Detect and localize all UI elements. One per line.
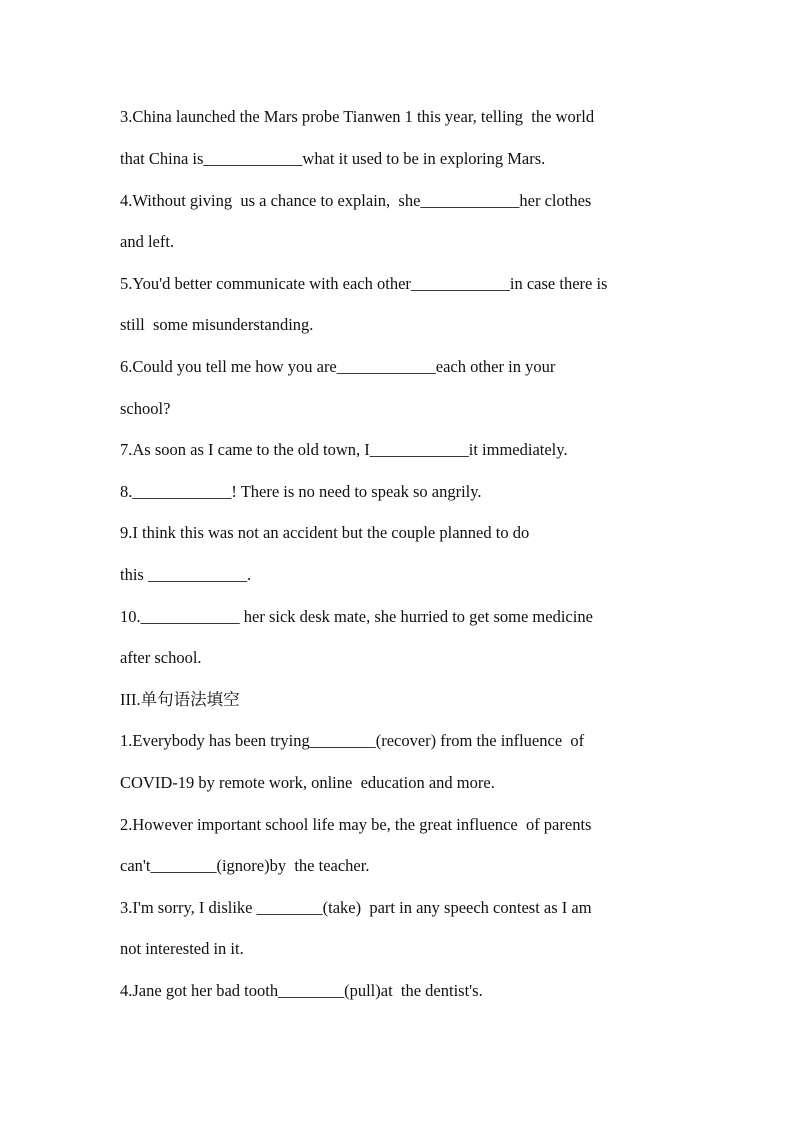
exercise-9-line-1: 9.I think this was not an accident but the couple planned to do [120, 523, 530, 542]
grammar-1-line-2: COVID-19 by remote work, online education and more. [120, 773, 495, 792]
exercise-7-line: 7.As soon as I came to the old town, I____________it immediately. [120, 440, 568, 459]
exercise-3-line-2: that China is____________what it used to be in exploring Mars. [120, 149, 546, 168]
exercise-8-line: 8.____________! There is no need to speak so angrily. [120, 482, 482, 501]
exercise-3-line-1: 3.China launched the Mars probe Tianwen 1 this year, telling the world [120, 107, 595, 126]
exercise-10-line-2: after school. [120, 648, 202, 667]
grammar-2-line-2: can't________(ignore)by the teacher. [120, 856, 370, 875]
grammar-4-line: 4.Jane got her bad tooth________(pull)at the dentist's. [120, 981, 483, 1000]
grammar-3-line-1: 3.I'm sorry, I dislike ________(take) part in any speech contest as I am [120, 898, 592, 917]
section-heading: III.单句语法填空 [120, 690, 240, 709]
grammar-2-line-1: 2.However important school life may be, the great influence of parents [120, 815, 592, 834]
exercise-6-line-2: school? [120, 399, 171, 418]
exercise-9-line-2: this ____________. [120, 565, 252, 584]
grammar-1-line-1: 1.Everybody has been trying________(recover) from the influence of [120, 731, 585, 750]
exercise-4-line-1: 4.Without giving us a chance to explain, she____________her clothes [120, 191, 592, 210]
exercise-5-line-1: 5.You'd better communicate with each other____________in case there is [120, 274, 608, 293]
exercise-5-line-2: still some misunderstanding. [120, 315, 314, 334]
exercise-10-line-1: 10.____________ her sick desk mate, she hurried to get some medicine [120, 607, 593, 626]
exercise-4-line-2: and left. [120, 232, 175, 251]
exercise-6-line-1: 6.Could you tell me how you are____________each other in your [120, 357, 556, 376]
grammar-3-line-2: not interested in it. [120, 939, 244, 958]
